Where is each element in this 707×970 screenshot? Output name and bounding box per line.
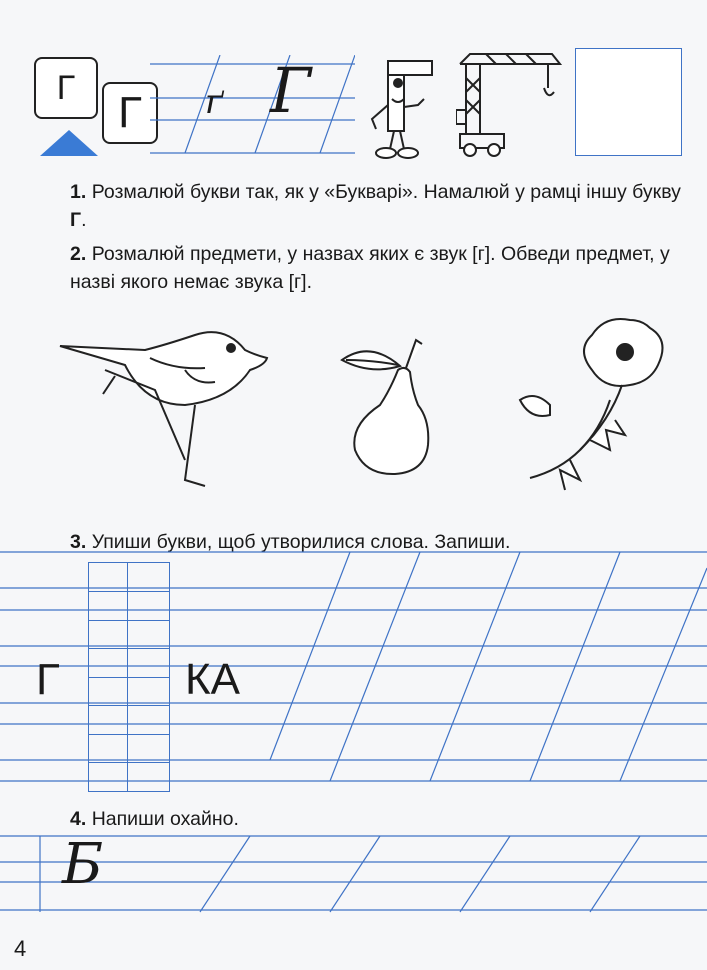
fill-in-grid[interactable] (88, 562, 170, 792)
task-1-bold-letter: Г (70, 209, 82, 231)
small-letter-box (34, 57, 98, 119)
task-4-text: Напиши охайно. (91, 808, 239, 830)
task-1 (70, 178, 690, 234)
page-number: 4 (14, 936, 27, 961)
drawing-frame[interactable] (575, 48, 682, 156)
script-lowercase-letter: ґ (205, 82, 223, 122)
crane-icon (456, 50, 568, 162)
copy-script-letter: Б (62, 832, 104, 897)
poppy-icon (510, 310, 680, 495)
letter-g-character-icon (366, 55, 446, 165)
task-3-number: 3. (70, 531, 87, 553)
big-letter: Г (118, 88, 142, 137)
row-start-letter: Г (36, 655, 60, 704)
task-1-text: Розмалюй букви так, як у «Букварі». Намалюй у рамці іншу букву (91, 181, 681, 203)
task-2 (70, 240, 690, 296)
task-2-text: Розмалюй предмети, у назвах яких є звук [г]. Обведи предмет, у назві якого немає звука [г]. (70, 243, 670, 293)
small-letter: Г (56, 69, 76, 107)
task-1-number: 1. (70, 181, 87, 203)
task-1-text-end: . (81, 209, 87, 231)
bird-icon (55, 310, 280, 490)
task-4-number: 4. (70, 808, 87, 830)
row-word-ending: КА (185, 655, 240, 704)
task-4 (70, 805, 470, 833)
task-4-writing-lines[interactable] (0, 832, 707, 922)
blue-triangle-icon (38, 128, 100, 158)
task-3-text: Упиши букви, щоб утворилися слова. Запиши. (91, 531, 511, 553)
top-writing-lines (150, 55, 355, 165)
script-uppercase-letter: Г (270, 54, 312, 127)
task-2-number: 2. (70, 243, 87, 265)
pear-icon (330, 330, 450, 480)
